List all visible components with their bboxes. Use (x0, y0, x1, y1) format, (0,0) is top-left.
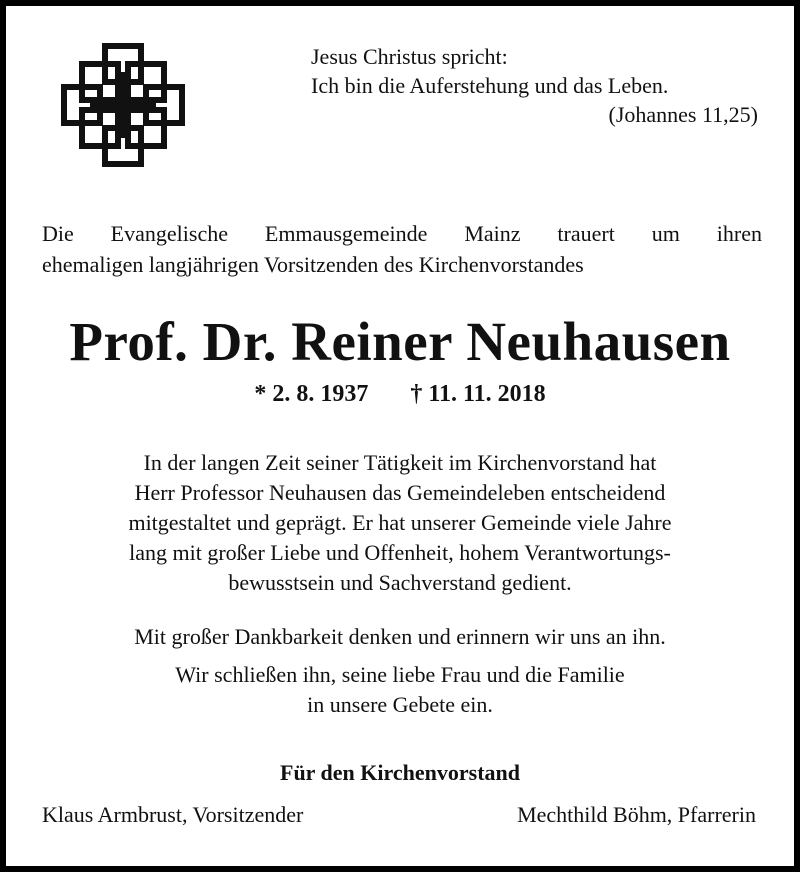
intro-line-1: Die Evangelische Emmausgemeinde Mainz trauert um ihren (42, 221, 762, 246)
deceased-name: Prof. Dr. Reiner Neuhausen (69, 311, 731, 372)
bible-verse (311, 42, 766, 129)
life-dates (6, 378, 794, 410)
intro-line-2: ehemaligen langjährigen Vorsitzenden des Kirchenvorstandes (42, 252, 584, 277)
verse-line-1: Jesus Christus spricht: (311, 44, 508, 69)
prayer-line-2: in unsere Gebete ein. (307, 692, 493, 717)
intro-text (42, 218, 762, 280)
tribute-line: In der langen Zeit seiner Tätigkeit im Kirchenvorstand hat (143, 450, 657, 475)
gratitude-text: Mit großer Dankbarkeit denken und erinnern wir uns an ihn. (134, 624, 666, 649)
birth-date: * 2. 8. 1937 (254, 381, 369, 407)
prayer-line-1: Wir schließen ihn, seine liebe Frau und die Familie (175, 662, 625, 687)
ecumenical-cross-icon (60, 42, 186, 168)
signatory-chair: Klaus Armbrust, Vorsitzender (42, 802, 304, 827)
tribute-paragraph (46, 448, 754, 598)
verse-reference: (Johannes 11,25) (608, 102, 758, 127)
tribute-line: mitgestaltet und geprägt. Er hat unserer Gemeinde viele Jahre (128, 510, 672, 535)
death-date: † 11. 11. 2018 (410, 381, 546, 407)
signature-title: Für den Kirchenvorstand (280, 760, 520, 785)
verse-line-2: Ich bin die Auferstehung und das Leben. (311, 73, 669, 98)
tribute-line: lang mit großer Liebe und Offenheit, hohem Verantwortungs- (129, 540, 671, 565)
obituary-notice (6, 6, 794, 866)
tribute-line: Herr Professor Neuhausen das Gemeindeleben entscheidend (134, 480, 666, 505)
prayer-text (46, 660, 754, 720)
signatory-pastor: Mechthild Böhm, Pfarrerin (517, 802, 756, 827)
tribute-line: bewusstsein und Sachverstand gedient. (228, 570, 572, 595)
